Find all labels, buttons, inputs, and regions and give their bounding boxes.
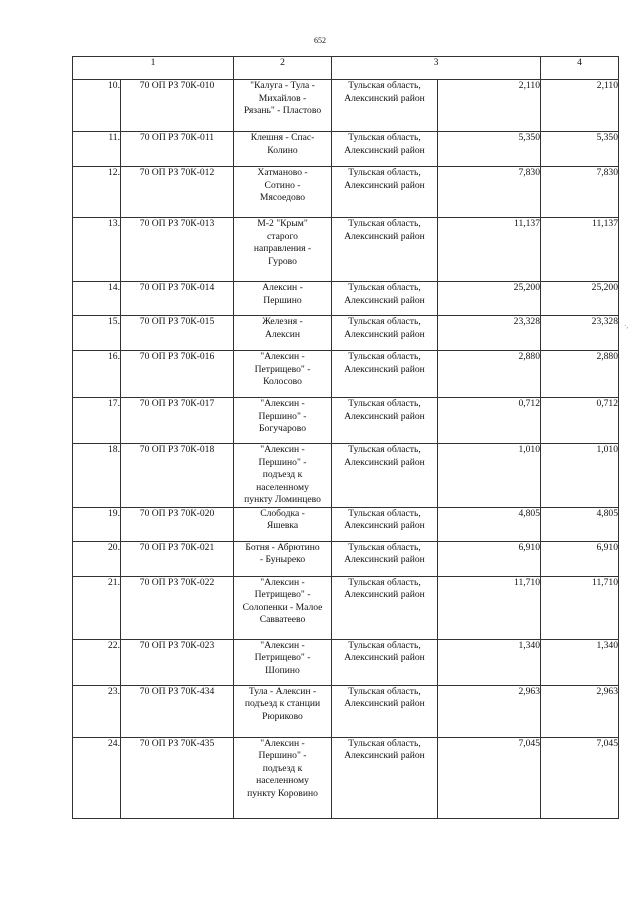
- road-location-line: Алексинский район: [344, 698, 425, 709]
- road-name-line: "Калуга - Тула -: [250, 80, 315, 91]
- table-row: [73, 351, 619, 398]
- road-location-line: Тульская область,: [348, 576, 421, 588]
- road-length: 1,340: [438, 639, 541, 685]
- row-number: 24.: [73, 737, 121, 818]
- road-name: [234, 576, 332, 639]
- road-location-line: Алексинский район: [344, 230, 425, 242]
- road-location-line: Алексинский район: [344, 456, 425, 468]
- table-row: [73, 507, 619, 541]
- table-row: [73, 80, 619, 132]
- road-name: [234, 737, 332, 818]
- page-number: 652: [314, 36, 326, 45]
- road-name-line: Хатманово -: [257, 167, 308, 178]
- road-length-total: 11,710: [541, 576, 619, 639]
- road-length: 0,712: [438, 398, 541, 444]
- road-location: [332, 639, 438, 685]
- road-location-line: Тульская область,: [348, 639, 421, 651]
- road-length: 23,328: [438, 316, 541, 351]
- road-location-line: Алексинский район: [344, 144, 425, 156]
- road-name-line: Алексин: [265, 328, 300, 340]
- road-name-line: Першино" -: [258, 456, 307, 468]
- table-row: [73, 218, 619, 282]
- road-location: [332, 80, 438, 132]
- road-location-line: Тульская область,: [348, 737, 421, 749]
- road-name: [234, 282, 332, 316]
- row-number: 21.: [73, 576, 121, 639]
- road-name-line: Солопенки - Малое: [242, 601, 323, 613]
- road-location-line: Тульская область,: [348, 167, 421, 178]
- road-name: [234, 167, 332, 218]
- table-row: [73, 685, 619, 737]
- road-name: [234, 80, 332, 132]
- road-name-line: "Алексин -: [260, 639, 305, 651]
- road-id: 70 ОП РЗ 70К-017: [121, 398, 234, 444]
- road-length: 2,963: [438, 685, 541, 737]
- road-name-line: "Алексин -: [260, 351, 305, 362]
- road-location-line: Алексинский район: [344, 589, 425, 600]
- road-name-line: Рюриково: [262, 710, 303, 722]
- road-name-line: Петрищево" -: [254, 652, 311, 663]
- road-location-line: Тульская область,: [348, 398, 421, 409]
- row-number: 22.: [73, 639, 121, 685]
- road-name-line: Петрищево" -: [254, 363, 311, 375]
- road-location: [332, 541, 438, 576]
- road-location: [332, 167, 438, 218]
- row-number: 14.: [73, 282, 121, 316]
- road-length-total: 4,805: [541, 507, 619, 541]
- road-location: [332, 685, 438, 737]
- road-length: 7,830: [438, 167, 541, 218]
- road-id: 70 ОП РЗ 70К-011: [121, 132, 234, 167]
- road-name-line: Богучарово: [259, 423, 306, 434]
- road-name: [234, 218, 332, 282]
- row-number: 11.: [73, 132, 121, 167]
- road-name-line: подъезд к станции: [244, 698, 321, 709]
- margin-mark: ·,: [624, 322, 629, 330]
- road-location-line: Тульская область,: [348, 80, 421, 91]
- road-name-line: Алексин -: [262, 282, 303, 293]
- road-name-line: направления -: [253, 243, 312, 254]
- row-number: 18.: [73, 444, 121, 508]
- road-location-line: Тульская область,: [348, 218, 421, 229]
- road-name-line: населенному: [256, 481, 309, 493]
- road-id: 70 ОП РЗ 70К-016: [121, 351, 234, 398]
- road-length-total: 25,200: [541, 282, 619, 316]
- road-name: [234, 685, 332, 737]
- column-header-4: 4: [541, 57, 619, 80]
- road-name-line: подъезд к: [262, 469, 303, 480]
- road-name-line: Рязань" - Пластово: [243, 105, 322, 116]
- road-location-line: Алексинский район: [344, 520, 425, 531]
- road-name-line: Железня -: [262, 316, 303, 327]
- road-length-total: 6,910: [541, 541, 619, 576]
- road-name-line: пункту Ломинцево: [244, 494, 321, 505]
- road-length-total: 11,137: [541, 218, 619, 282]
- road-length-total: 2,880: [541, 351, 619, 398]
- road-location: [332, 398, 438, 444]
- road-name-line: подъезд к: [262, 762, 303, 774]
- table-row: [73, 576, 619, 639]
- road-length-total: 1,340: [541, 639, 619, 685]
- road-name: [234, 316, 332, 351]
- road-id: 70 ОП РЗ 70К-013: [121, 218, 234, 282]
- row-number: 13.: [73, 218, 121, 282]
- road-location: [332, 132, 438, 167]
- table-row: [73, 737, 619, 818]
- road-name-line: - Буныреко: [259, 554, 306, 565]
- road-name-line: Першино" -: [258, 750, 307, 761]
- row-number: 10.: [73, 80, 121, 132]
- row-number: 19.: [73, 507, 121, 541]
- table-row: [73, 639, 619, 685]
- road-length-total: 2,110: [541, 80, 619, 132]
- road-name-line: Першино: [263, 294, 302, 306]
- table-row: [73, 132, 619, 167]
- road-name-line: Михайлов -: [258, 92, 307, 104]
- column-header-2: 2: [234, 57, 332, 80]
- road-name-line: Мясоедово: [259, 192, 306, 203]
- road-id: 70 ОП РЗ 70К-435: [121, 737, 234, 818]
- road-id: 70 ОП РЗ 70К-012: [121, 167, 234, 218]
- road-length: 4,805: [438, 507, 541, 541]
- road-location-line: Тульская область,: [348, 316, 421, 327]
- road-name: [234, 639, 332, 685]
- row-number: 23.: [73, 685, 121, 737]
- road-length: 2,880: [438, 351, 541, 398]
- road-name: [234, 132, 332, 167]
- road-name-line: "Алексин -: [260, 444, 305, 455]
- road-name-line: Шопино: [265, 664, 300, 676]
- road-id: 70 ОП РЗ 70К-015: [121, 316, 234, 351]
- road-length: 11,137: [438, 218, 541, 282]
- road-length: 1,010: [438, 444, 541, 508]
- road-id: 70 ОП РЗ 70К-434: [121, 685, 234, 737]
- road-name-line: Петрищево" -: [254, 589, 311, 600]
- road-length: 2,110: [438, 80, 541, 132]
- table-row: [73, 541, 619, 576]
- road-length-total: 7,045: [541, 737, 619, 818]
- road-id: 70 ОП РЗ 70К-010: [121, 80, 234, 132]
- road-location: [332, 351, 438, 398]
- road-length-total: 1,010: [541, 444, 619, 508]
- road-length-total: 23,328: [541, 316, 619, 351]
- road-id: 70 ОП РЗ 70К-020: [121, 507, 234, 541]
- road-name-line: населенному: [256, 775, 309, 786]
- road-location-line: Тульская область,: [348, 132, 421, 143]
- table-row: [73, 444, 619, 508]
- road-name: [234, 507, 332, 541]
- road-location-line: Алексинский район: [344, 652, 425, 663]
- road-location-line: Алексинский район: [344, 294, 425, 306]
- road-location-line: Алексинский район: [344, 328, 425, 340]
- road-name: [234, 444, 332, 508]
- roads-table: [72, 56, 619, 819]
- road-location-line: Тульская область,: [348, 444, 421, 455]
- road-location: [332, 316, 438, 351]
- row-number: 15.: [73, 316, 121, 351]
- road-name-line: М-2 "Крым": [257, 218, 308, 229]
- road-length-total: 5,350: [541, 132, 619, 167]
- row-number: 16.: [73, 351, 121, 398]
- column-header-3: 3: [332, 57, 541, 80]
- road-name-line: пункту Коровино: [247, 787, 318, 799]
- road-name-line: Яшевка: [266, 520, 299, 531]
- road-location-line: Алексинский район: [344, 554, 425, 565]
- road-location: [332, 576, 438, 639]
- road-name-line: "Алексин -: [260, 398, 305, 409]
- table-row: [73, 167, 619, 218]
- road-length-total: 7,830: [541, 167, 619, 218]
- road-name-line: Сотино -: [264, 179, 301, 191]
- row-number: 17.: [73, 398, 121, 444]
- road-length: 5,350: [438, 132, 541, 167]
- table-header-row: [73, 57, 619, 80]
- road-name-line: Клешня - Спас-: [250, 132, 315, 143]
- road-location: [332, 282, 438, 316]
- road-length: 25,200: [438, 282, 541, 316]
- road-location: [332, 737, 438, 818]
- road-id: 70 ОП РЗ 70К-014: [121, 282, 234, 316]
- table-row: [73, 282, 619, 316]
- road-name-line: Тула - Алексин -: [248, 685, 317, 697]
- table-body: [73, 80, 619, 819]
- road-name: [234, 398, 332, 444]
- road-id: 70 ОП РЗ 70К-018: [121, 444, 234, 508]
- road-length-total: 2,963: [541, 685, 619, 737]
- road-location-line: Алексинский район: [344, 92, 425, 104]
- road-location-line: Алексинский район: [344, 179, 425, 191]
- road-name-line: Слободка -: [260, 507, 305, 519]
- road-id: 70 ОП РЗ 70К-022: [121, 576, 234, 639]
- road-name-line: Гурово: [268, 255, 297, 267]
- table-row: [73, 316, 619, 351]
- road-name-line: "Алексин -: [260, 576, 305, 588]
- road-name-line: старого: [267, 230, 298, 242]
- road-location-line: Алексинский район: [344, 750, 425, 761]
- road-location-line: Тульская область,: [348, 685, 421, 697]
- road-location-line: Тульская область,: [348, 351, 421, 362]
- road-id: 70 ОП РЗ 70К-021: [121, 541, 234, 576]
- column-header-1: 1: [73, 57, 234, 80]
- road-length: 7,045: [438, 737, 541, 818]
- road-location-line: Тульская область,: [348, 282, 421, 293]
- road-location-line: Алексинский район: [344, 363, 425, 375]
- road-name-line: Колино: [267, 144, 298, 156]
- road-location-line: Тульская область,: [348, 507, 421, 519]
- road-id: 70 ОП РЗ 70К-023: [121, 639, 234, 685]
- road-name-line: "Алексин -: [260, 737, 305, 749]
- road-length: 11,710: [438, 576, 541, 639]
- road-location-line: Алексинский район: [344, 410, 425, 422]
- road-location: [332, 218, 438, 282]
- road-name-line: Колосово: [263, 376, 302, 387]
- road-location: [332, 507, 438, 541]
- road-name-line: Першино" -: [258, 410, 307, 422]
- row-number: 20.: [73, 541, 121, 576]
- road-name-line: Ботня - Абрютино: [245, 541, 320, 553]
- table-row: [73, 398, 619, 444]
- road-location: [332, 444, 438, 508]
- road-length: 6,910: [438, 541, 541, 576]
- road-location-line: Тульская область,: [348, 541, 421, 553]
- road-length-total: 0,712: [541, 398, 619, 444]
- road-name: [234, 541, 332, 576]
- row-number: 12.: [73, 167, 121, 218]
- road-name: [234, 351, 332, 398]
- road-name-line: Савватеево: [259, 614, 306, 625]
